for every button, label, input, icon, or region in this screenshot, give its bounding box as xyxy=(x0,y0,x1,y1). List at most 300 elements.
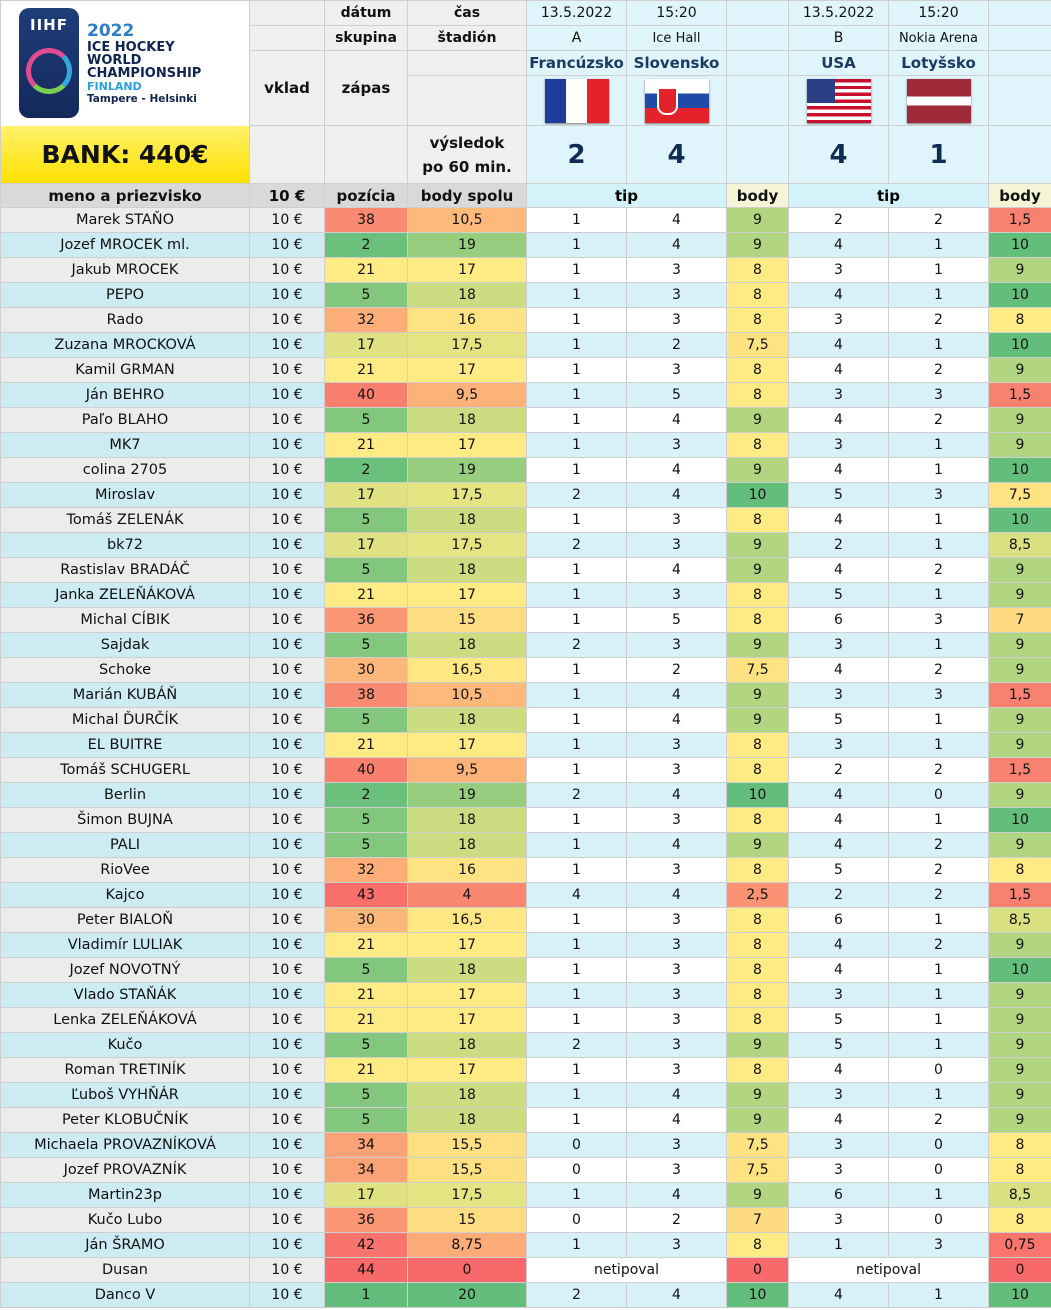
position-value: 2 xyxy=(325,458,408,483)
tip1-away: 3 xyxy=(627,258,727,283)
table-row xyxy=(1,883,1051,908)
tip2-home: 2 xyxy=(789,533,889,558)
tip2-home: 6 xyxy=(789,608,889,633)
total-points-value: 18 xyxy=(408,408,527,433)
participant-name: Vladimír LULIAK xyxy=(1,933,250,958)
position-value: 5 xyxy=(325,808,408,833)
game2-points: 8,5 xyxy=(989,908,1051,933)
position-value: 30 xyxy=(325,658,408,683)
table-row xyxy=(1,708,1051,733)
position-value: 38 xyxy=(325,683,408,708)
tip2-away: 2 xyxy=(889,408,989,433)
stake-value: 10 € xyxy=(250,808,325,833)
tip2-home: 4 xyxy=(789,333,889,358)
stake-value: 10 € xyxy=(250,608,325,633)
position-value: 17 xyxy=(325,483,408,508)
tip2-away: 1 xyxy=(889,458,989,483)
tip1-home: 1 xyxy=(527,583,627,608)
stake-value: 10 € xyxy=(250,1108,325,1133)
tip1-home: 1 xyxy=(527,258,627,283)
position-value: 30 xyxy=(325,908,408,933)
position-value: 43 xyxy=(325,883,408,908)
tip2-home: 4 xyxy=(789,233,889,258)
position-value: 5 xyxy=(325,633,408,658)
participant-name: Tomáš SCHUGERL xyxy=(1,758,250,783)
participant-name: Janka ZELEŇÁKOVÁ xyxy=(1,583,250,608)
game2-points: 9 xyxy=(989,1108,1051,1133)
total-points-value: 16 xyxy=(408,308,527,333)
participant-name: RioVee xyxy=(1,858,250,883)
table-row xyxy=(1,1233,1051,1258)
total-points-value: 17 xyxy=(408,433,527,458)
game1-points: 9 xyxy=(727,1083,789,1108)
stake-value: 10 € xyxy=(250,533,325,558)
total-points-value: 9,5 xyxy=(408,758,527,783)
tip2-away: 1 xyxy=(889,1283,989,1308)
participant-name: Kučo Lubo xyxy=(1,1208,250,1233)
tip1-away: 4 xyxy=(627,233,727,258)
tip2-away: 1 xyxy=(889,808,989,833)
stake-value: 10 € xyxy=(250,1183,325,1208)
table-row xyxy=(1,908,1051,933)
position-value: 21 xyxy=(325,983,408,1008)
position-value: 36 xyxy=(325,608,408,633)
table-row xyxy=(1,258,1051,283)
game1-points: 8 xyxy=(727,1058,789,1083)
position-value: 2 xyxy=(325,233,408,258)
game2-points: 10 xyxy=(989,458,1051,483)
total-points-value: 17 xyxy=(408,1058,527,1083)
tip2-home: 4 xyxy=(789,358,889,383)
game1-points: 10 xyxy=(727,783,789,808)
participant-name: Sajdak xyxy=(1,633,250,658)
tip2-away: 1 xyxy=(889,583,989,608)
game2-points: 9 xyxy=(989,358,1051,383)
game2-points: 9 xyxy=(989,258,1051,283)
total-points-value: 17,5 xyxy=(408,1183,527,1208)
game1-team1: Francúzsko xyxy=(527,51,627,76)
table-row xyxy=(1,808,1051,833)
tip1-home: 1 xyxy=(527,1008,627,1033)
tip2-away: 3 xyxy=(889,1233,989,1258)
tip1-away: 3 xyxy=(627,758,727,783)
game1-venue: Ice Hall xyxy=(627,26,727,51)
table-row xyxy=(1,1033,1051,1058)
col-tip-1: tip xyxy=(527,184,727,208)
tip1-home: 1 xyxy=(527,733,627,758)
stake-value: 10 € xyxy=(250,283,325,308)
stake-value: 10 € xyxy=(250,1133,325,1158)
tip1-away: 3 xyxy=(627,733,727,758)
game1-points: 8 xyxy=(727,808,789,833)
tip2-home: 6 xyxy=(789,1183,889,1208)
game2-points: 1,5 xyxy=(989,208,1051,233)
france-flag-icon xyxy=(545,79,609,123)
game1-date: 13.5.2022 xyxy=(527,1,627,26)
position-value: 5 xyxy=(325,1108,408,1133)
game1-points: 8 xyxy=(727,1008,789,1033)
tip1-away: 2 xyxy=(627,658,727,683)
position-value: 5 xyxy=(325,508,408,533)
game2-points: 9 xyxy=(989,933,1051,958)
position-value: 5 xyxy=(325,558,408,583)
table-row xyxy=(1,283,1051,308)
game2-team2: Lotyšsko xyxy=(889,51,989,76)
position-value: 1 xyxy=(325,1283,408,1308)
table-row xyxy=(1,533,1051,558)
tip1-away: 3 xyxy=(627,933,727,958)
position-value: 21 xyxy=(325,358,408,383)
game1-group: A xyxy=(527,26,627,51)
game1-team2: Slovensko xyxy=(627,51,727,76)
total-points-value: 17,5 xyxy=(408,533,527,558)
participant-name: Rado xyxy=(1,308,250,333)
table-row xyxy=(1,233,1051,258)
position-value: 21 xyxy=(325,583,408,608)
tip1-away: 3 xyxy=(627,808,727,833)
tip1-away: 3 xyxy=(627,1058,727,1083)
game2-score1: 4 xyxy=(789,126,889,184)
participant-name: colina 2705 xyxy=(1,458,250,483)
game1-points: 8 xyxy=(727,1233,789,1258)
game1-score1: 2 xyxy=(527,126,627,184)
tip2-home: 3 xyxy=(789,1208,889,1233)
table-row xyxy=(1,858,1051,883)
tip2-home: 6 xyxy=(789,908,889,933)
tip2-home: 2 xyxy=(789,208,889,233)
tip1-away: 3 xyxy=(627,1233,727,1258)
tip2-away: 0 xyxy=(889,1208,989,1233)
stake-value: 10 € xyxy=(250,233,325,258)
tip2-home: 3 xyxy=(789,258,889,283)
participant-name: Jakub MROCEK xyxy=(1,258,250,283)
participant-name: Ľuboš VYHŇÁR xyxy=(1,1083,250,1108)
tip2-home: 4 xyxy=(789,933,889,958)
total-points-value: 19 xyxy=(408,458,527,483)
game2-points: 8 xyxy=(989,1133,1051,1158)
game2-points: 1,5 xyxy=(989,758,1051,783)
tip2-away: 2 xyxy=(889,308,989,333)
tip2-away: 1 xyxy=(889,733,989,758)
game2-points: 9 xyxy=(989,1033,1051,1058)
position-value: 17 xyxy=(325,333,408,358)
stake-value: 10 € xyxy=(250,1058,325,1083)
tip1-home: 4 xyxy=(527,883,627,908)
tip1-home: 1 xyxy=(527,1058,627,1083)
tip2-away: 2 xyxy=(889,933,989,958)
tip2-home: 3 xyxy=(789,308,889,333)
stake-value: 10 € xyxy=(250,708,325,733)
total-points-value: 18 xyxy=(408,633,527,658)
total-points-value: 15,5 xyxy=(408,1133,527,1158)
participant-name: Kučo xyxy=(1,1033,250,1058)
game2-points: 9 xyxy=(989,708,1051,733)
tip2-away: 1 xyxy=(889,433,989,458)
game1-points: 9 xyxy=(727,1108,789,1133)
table-row xyxy=(1,558,1051,583)
usa-flag-icon xyxy=(807,79,871,123)
game2-points: 9 xyxy=(989,433,1051,458)
participant-name: Šimon BUJNA xyxy=(1,808,250,833)
game1-points: 9 xyxy=(727,408,789,433)
game2-points: 9 xyxy=(989,558,1051,583)
tip1-away: 3 xyxy=(627,508,727,533)
tip2-home: 3 xyxy=(789,1133,889,1158)
stake-value: 10 € xyxy=(250,358,325,383)
game1-points: 9 xyxy=(727,833,789,858)
table-row xyxy=(1,1008,1051,1033)
tip1-home: 1 xyxy=(527,1183,627,1208)
game1-points: 9 xyxy=(727,683,789,708)
tip2-away: 1 xyxy=(889,983,989,1008)
tip2-home: 4 xyxy=(789,833,889,858)
table-row xyxy=(1,758,1051,783)
game1-points: 8 xyxy=(727,308,789,333)
game1-points: 8 xyxy=(727,933,789,958)
tip1-away: 3 xyxy=(627,308,727,333)
total-points-value: 10,5 xyxy=(408,208,527,233)
col-name: meno a priezvisko xyxy=(1,184,250,208)
game1-points: 8 xyxy=(727,258,789,283)
table-row xyxy=(1,1108,1051,1133)
stake-value: 10 € xyxy=(250,908,325,933)
position-value: 5 xyxy=(325,1083,408,1108)
tip1-home: 1 xyxy=(527,683,627,708)
game1-points: 8 xyxy=(727,758,789,783)
tip1-home: 1 xyxy=(527,908,627,933)
position-value: 32 xyxy=(325,308,408,333)
game2-score2: 1 xyxy=(889,126,989,184)
result-label-1: výsledok xyxy=(429,133,505,152)
participant-name: EL BUITRE xyxy=(1,733,250,758)
tip2-home: 5 xyxy=(789,858,889,883)
stake-value: 10 € xyxy=(250,508,325,533)
stake-value: 10 € xyxy=(250,933,325,958)
position-value: 34 xyxy=(325,1133,408,1158)
tip2-away: 1 xyxy=(889,633,989,658)
stake-value: 10 € xyxy=(250,1033,325,1058)
tip2-away: 0 xyxy=(889,1058,989,1083)
table-row xyxy=(1,783,1051,808)
latvia-flag-icon xyxy=(907,79,971,123)
tip2-away: 1 xyxy=(889,1083,989,1108)
tip1-home: 1 xyxy=(527,308,627,333)
game2-points: 8 xyxy=(989,1158,1051,1183)
game2-points: 10 xyxy=(989,958,1051,983)
participant-name: Peter KLOBUČNÍK xyxy=(1,1108,250,1133)
table-row xyxy=(1,658,1051,683)
total-points-value: 18 xyxy=(408,708,527,733)
tip2-home: 4 xyxy=(789,658,889,683)
total-points-value: 17 xyxy=(408,983,527,1008)
total-points-value: 15 xyxy=(408,1208,527,1233)
tip2-away: 3 xyxy=(889,608,989,633)
total-points-value: 0 xyxy=(408,1258,527,1283)
tip1-away: 4 xyxy=(627,1283,727,1308)
stake-value: 10 € xyxy=(250,983,325,1008)
game2-points: 0 xyxy=(989,1258,1051,1283)
tip1-away: 2 xyxy=(627,1208,727,1233)
tip1-away: 4 xyxy=(627,408,727,433)
game1-points: 9 xyxy=(727,633,789,658)
game2-points: 1,5 xyxy=(989,683,1051,708)
table-row xyxy=(1,308,1051,333)
tip1-home: 1 xyxy=(527,758,627,783)
table-row xyxy=(1,1258,1051,1283)
game2-points: 9 xyxy=(989,1008,1051,1033)
stake-value: 10 € xyxy=(250,758,325,783)
stake-value: 10 € xyxy=(250,333,325,358)
stake-value: 10 € xyxy=(250,308,325,333)
game2-points: 9 xyxy=(989,408,1051,433)
tip2-home: 1 xyxy=(789,1233,889,1258)
tip2-away: 1 xyxy=(889,958,989,983)
tip1-away: 3 xyxy=(627,433,727,458)
tip1-home: 1 xyxy=(527,608,627,633)
position-value: 17 xyxy=(325,1183,408,1208)
total-points-value: 18 xyxy=(408,283,527,308)
stake-value: 10 € xyxy=(250,208,325,233)
tip2-home: 3 xyxy=(789,633,889,658)
game1-points: 8 xyxy=(727,583,789,608)
total-points-value: 17,5 xyxy=(408,333,527,358)
tip2-away: 1 xyxy=(889,258,989,283)
participant-name: PEPO xyxy=(1,283,250,308)
stake-value: 10 € xyxy=(250,683,325,708)
participant-name: bk72 xyxy=(1,533,250,558)
table-row xyxy=(1,1158,1051,1183)
tip1-home: 2 xyxy=(527,1033,627,1058)
tip1-home: 1 xyxy=(527,983,627,1008)
table-row xyxy=(1,433,1051,458)
participant-name: Zuzana MROCKOVÁ xyxy=(1,333,250,358)
group-label: skupina xyxy=(325,26,408,51)
table-row xyxy=(1,683,1051,708)
stake-value: 10 € xyxy=(250,858,325,883)
total-points-value: 19 xyxy=(408,783,527,808)
tip1-home: 1 xyxy=(527,1108,627,1133)
game1-points: 9 xyxy=(727,1183,789,1208)
table-row xyxy=(1,333,1051,358)
position-value: 44 xyxy=(325,1258,408,1283)
total-points-value: 18 xyxy=(408,1033,527,1058)
tip2-away: 1 xyxy=(889,533,989,558)
tip2-away: 2 xyxy=(889,833,989,858)
tip1-away: 4 xyxy=(627,1083,727,1108)
no-tip-1: netipoval xyxy=(527,1258,727,1283)
col-position: pozícia xyxy=(325,184,408,208)
tip1-home: 1 xyxy=(527,383,627,408)
position-value: 21 xyxy=(325,433,408,458)
game2-points: 1,5 xyxy=(989,883,1051,908)
total-points-value: 17 xyxy=(408,583,527,608)
game1-points: 9 xyxy=(727,208,789,233)
position-value: 5 xyxy=(325,283,408,308)
tip1-home: 1 xyxy=(527,433,627,458)
tip2-home: 4 xyxy=(789,808,889,833)
tip1-away: 3 xyxy=(627,1158,727,1183)
position-value: 5 xyxy=(325,1033,408,1058)
participant-name: Roman TRETINÍK xyxy=(1,1058,250,1083)
game1-points: 10 xyxy=(727,483,789,508)
game2-points: 9 xyxy=(989,783,1051,808)
game1-score2: 4 xyxy=(627,126,727,184)
tip1-away: 3 xyxy=(627,1008,727,1033)
tip1-home: 1 xyxy=(527,558,627,583)
stake-value: 10 € xyxy=(250,958,325,983)
position-value: 21 xyxy=(325,933,408,958)
game2-points: 10 xyxy=(989,283,1051,308)
bank-total: BANK: 440€ xyxy=(1,126,250,184)
table-row xyxy=(1,733,1051,758)
total-points-value: 20 xyxy=(408,1283,527,1308)
tip2-home: 3 xyxy=(789,1083,889,1108)
match-label: zápas xyxy=(325,51,408,126)
tip2-away: 3 xyxy=(889,683,989,708)
participant-name: Kamil GRMAN xyxy=(1,358,250,383)
position-value: 5 xyxy=(325,958,408,983)
game1-points: 9 xyxy=(727,558,789,583)
participant-name: PALI xyxy=(1,833,250,858)
table-row xyxy=(1,1133,1051,1158)
total-points-value: 4 xyxy=(408,883,527,908)
tip1-away: 4 xyxy=(627,833,727,858)
stake-value: 10 € xyxy=(250,633,325,658)
tip2-home: 5 xyxy=(789,1033,889,1058)
participant-name: Martin23p xyxy=(1,1183,250,1208)
tip2-home: 4 xyxy=(789,1108,889,1133)
total-points-value: 17 xyxy=(408,358,527,383)
game2-points: 9 xyxy=(989,658,1051,683)
tip2-away: 1 xyxy=(889,908,989,933)
tip1-home: 2 xyxy=(527,783,627,808)
table-row xyxy=(1,408,1051,433)
position-value: 2 xyxy=(325,783,408,808)
game1-points: 10 xyxy=(727,1283,789,1308)
tip1-home: 0 xyxy=(527,1133,627,1158)
total-points-value: 19 xyxy=(408,233,527,258)
tip2-away: 1 xyxy=(889,1033,989,1058)
tip2-away: 1 xyxy=(889,283,989,308)
tip1-away: 3 xyxy=(627,283,727,308)
position-value: 36 xyxy=(325,1208,408,1233)
tip1-home: 0 xyxy=(527,1158,627,1183)
game1-points: 7 xyxy=(727,1208,789,1233)
game2-points: 10 xyxy=(989,808,1051,833)
date-label: dátum xyxy=(325,1,408,26)
total-points-value: 16,5 xyxy=(408,658,527,683)
tip2-home: 5 xyxy=(789,708,889,733)
stake-value: 10 € xyxy=(250,583,325,608)
stake-value: 10 € xyxy=(250,1283,325,1308)
total-points-value: 15,5 xyxy=(408,1158,527,1183)
position-value: 32 xyxy=(325,858,408,883)
game1-points: 7,5 xyxy=(727,1133,789,1158)
stake-value: 10 € xyxy=(250,658,325,683)
position-value: 40 xyxy=(325,758,408,783)
tip1-away: 4 xyxy=(627,1183,727,1208)
game1-points: 8 xyxy=(727,358,789,383)
tip2-home: 3 xyxy=(789,683,889,708)
position-value: 42 xyxy=(325,1233,408,1258)
tip1-home: 1 xyxy=(527,358,627,383)
tip2-away: 2 xyxy=(889,883,989,908)
participant-name: Schoke xyxy=(1,658,250,683)
stake-value: 10 € xyxy=(250,1208,325,1233)
tip1-away: 3 xyxy=(627,533,727,558)
tip2-away: 0 xyxy=(889,783,989,808)
game1-points: 9 xyxy=(727,1033,789,1058)
